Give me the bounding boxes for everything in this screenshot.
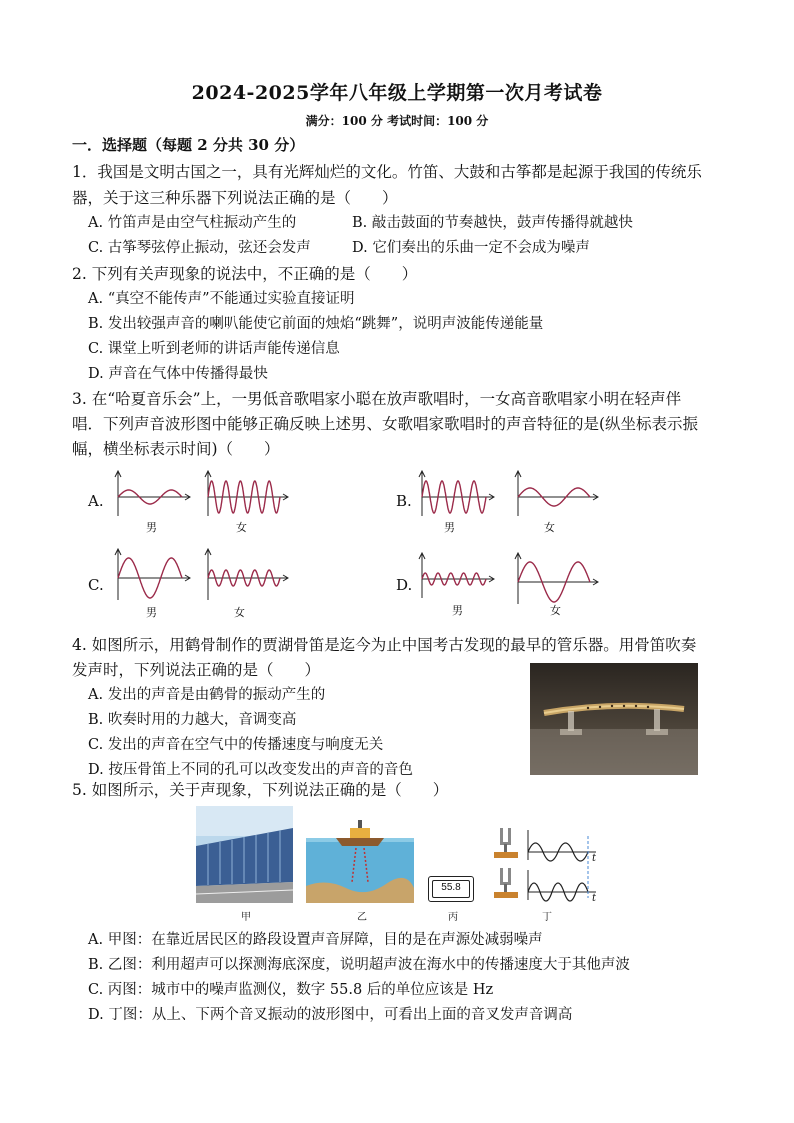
waveform-axes	[518, 472, 598, 516]
q3-a-male-caption: 男	[146, 521, 157, 534]
q2-option-b: B. 发出较强声音的喇叭能使它前面的烛焰“跳舞”，说明声波能传递能量	[88, 316, 544, 332]
waveform-arrowheads	[419, 553, 494, 582]
q1-option-d: D. 它们奏出的乐曲一定不会成为噪声	[352, 240, 590, 256]
noise-barrier-photo	[196, 806, 293, 903]
waveform-arrowheads	[515, 471, 598, 500]
waveform-arrowheads	[515, 553, 598, 585]
caption-ding: 丁	[542, 912, 552, 923]
q2-option-a: A. “真空不能传声”不能通过实验直接证明	[88, 291, 355, 307]
q3-stem-line2: 唱．下列声音波形图中能够正确反映上述男、女歌唱家歌唱时的声音特征的是(纵坐标表示振	[72, 415, 699, 433]
q1-option-a: A. 竹笛声是由空气柱振动产生的	[88, 215, 297, 231]
q2-option-c: C. 课堂上听到老师的讲话声能传递信息	[88, 341, 340, 357]
q3-d-male-caption: 男	[452, 604, 463, 617]
upper-axis-t: t	[592, 853, 597, 864]
q4-stem-line1: 4. 如图所示，用鹤骨制作的贾湖骨笛是迄今为止中国考古发现的最早的管乐器。用骨笛吹奏	[72, 636, 697, 654]
page-title: 2024-2025学年八年级上学期第一次月考试卷	[191, 82, 603, 104]
q1-stem-line2: 器，关于这三种乐器下列说法正确的是（ ）	[72, 189, 398, 207]
tuning-fork-diagram	[492, 822, 602, 906]
q5-option-b: B. 乙图：利用超声可以探测海底深度，说明超声波在海水中的传播速度大于其他声波	[88, 957, 630, 973]
q4-option-d: D. 按压骨笛上不同的孔可以改变发出的声音的音色	[88, 762, 413, 778]
q2-stem: 2. 下列有关声现象的说法中，不正确的是（ ）	[72, 265, 418, 283]
q3-a-male-waveform	[114, 470, 196, 520]
q3-a-female-caption: 女	[236, 521, 247, 534]
tuning-fork-upper-icon	[494, 828, 518, 858]
q1-option-c: C. 古筝琴弦停止振动，弦还会发声	[88, 240, 311, 256]
noise-meter	[428, 876, 474, 902]
q4-option-a: A. 发出的声音是由鹤骨的振动产生的	[88, 687, 326, 703]
waveform-arrowheads	[115, 549, 190, 581]
q5-stem: 5. 如图所示，关于声现象，下列说法正确的是（ ）	[72, 781, 449, 799]
q3-option-a-label: A.	[88, 492, 104, 510]
q2-option-d: D. 声音在气体中传播得最快	[88, 366, 268, 382]
q3-d-female-caption: 女	[550, 604, 561, 617]
q3-option-b-label: B.	[396, 492, 412, 510]
q3-stem-line1: 3. 在“哈夏音乐会”上，一男低音歌唱家小聪在放声歌唱时，一女高音歌唱家小明在轻声伴	[72, 390, 682, 408]
q3-c-male-caption: 男	[146, 606, 157, 619]
waveform-axes	[208, 550, 288, 600]
caption-jia: 甲	[241, 912, 251, 923]
waveform-arrowheads	[115, 471, 190, 500]
q3-c-male-waveform	[114, 548, 196, 604]
q3-b-male-waveform	[418, 470, 500, 520]
q3-a-female-waveform	[204, 470, 294, 520]
section-heading: 一．选择题（每题 2 分共 30 分）	[72, 136, 305, 154]
q3-option-c-label: C.	[88, 576, 104, 594]
q3-b-female-caption: 女	[544, 521, 555, 534]
waveform-arrowheads	[205, 471, 288, 500]
q1-option-b: B. 敲击鼓面的节奏越快，鼓声传播得就越快	[352, 215, 633, 231]
q3-d-male-waveform	[418, 552, 500, 602]
q3-b-male-caption: 男	[444, 521, 455, 534]
q4-option-c: C. 发出的声音在空气中的传播速度与响度无关	[88, 737, 384, 753]
caption-yi: 乙	[357, 912, 367, 923]
q3-c-female-caption: 女	[234, 606, 245, 619]
exam-info: 满分：100 分 考试时间：100 分	[305, 114, 489, 128]
q3-d-female-waveform	[514, 552, 604, 608]
waveform-axes	[422, 554, 494, 598]
bone-flute-photo	[530, 663, 698, 775]
noise-meter-reading: 55.8	[441, 882, 461, 893]
q5-option-c: C. 丙图：城市中的噪声监测仪，数字 55.8 后的单位应该是 Hz	[88, 982, 494, 998]
q3-c-female-waveform	[204, 548, 294, 604]
q5-option-a: A. 甲图：在靠近居民区的路段设置声音屏障，目的是在声源处减弱噪声	[88, 932, 543, 948]
q4-stem-line2: 发声时，下列说法正确的是（ ）	[72, 661, 321, 679]
caption-bing: 丙	[448, 912, 458, 923]
q5-option-d: D. 丁图：从上、下两个音叉振动的波形图中，可看出上面的音叉发声音调高	[88, 1007, 573, 1023]
tuning-fork-lower-icon	[494, 868, 518, 898]
ship-sonar-diagram	[306, 808, 414, 903]
waveform-arrowheads	[205, 549, 288, 581]
q3-option-d-label: D.	[396, 576, 413, 594]
q3-stem-line3: 幅，横坐标表示时间)（ ）	[72, 440, 280, 458]
q4-option-b: B. 吹奏时用的力越大，音调变高	[88, 712, 297, 728]
q1-stem-line1: 1．我国是文明古国之一，具有光辉灿烂的文化。竹笛、大鼓和古筝都是起源于我国的传统乐	[72, 163, 702, 181]
q3-b-female-waveform	[514, 470, 604, 520]
lower-axis-t: t	[592, 893, 597, 904]
